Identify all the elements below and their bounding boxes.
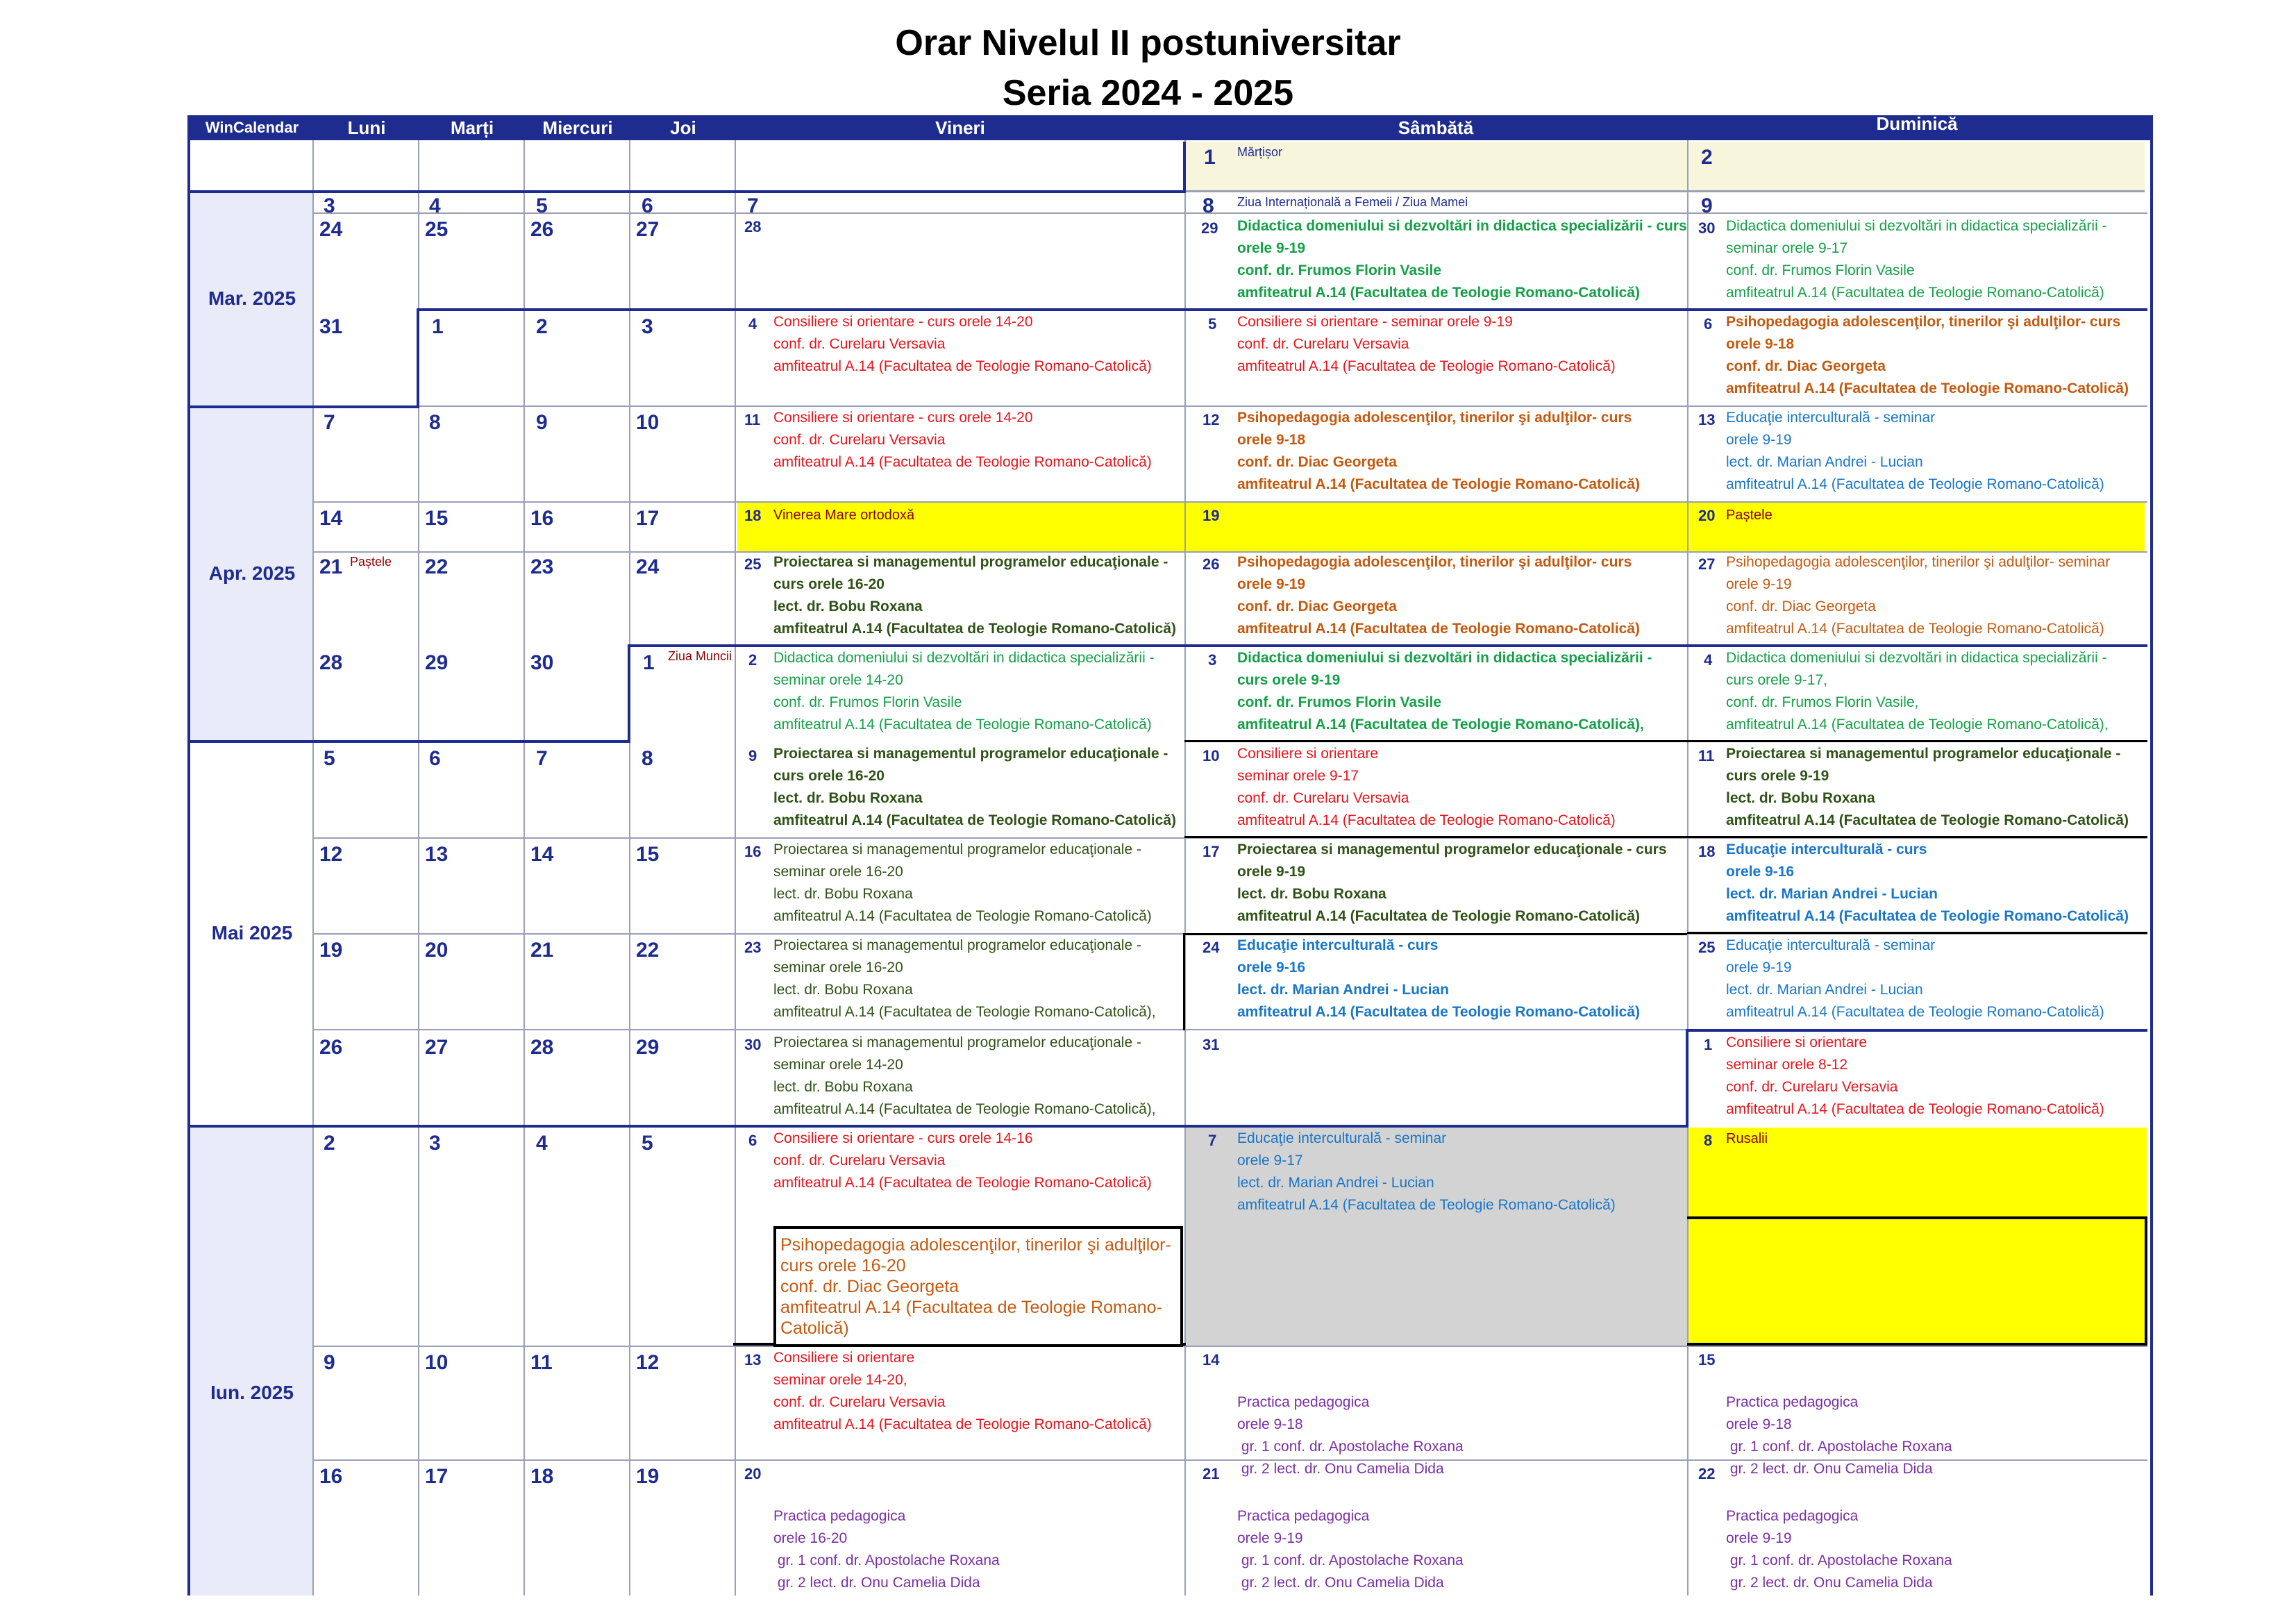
day-number: 16	[319, 1465, 343, 1488]
day-number: 25	[744, 555, 762, 573]
day-number: 16	[530, 507, 554, 530]
day-number: 5	[324, 747, 335, 770]
month-label-iun: Iun. 2025	[210, 1382, 294, 1403]
holiday-label: Ziua Internațională a Femeii / Ziua Mamei	[1237, 195, 1468, 209]
day-number: 6	[1704, 315, 1713, 333]
month-label-mai: Mai 2025	[211, 922, 293, 944]
month-label-apr: Apr. 2025	[208, 562, 296, 584]
day-number: 4	[1704, 651, 1713, 669]
event-apr6: Psihopedagogia adolescenţilor, tinerilor şi adulţilor- curs orele 9-18 conf. dr. Diac Georgeta amfiteatrul A.14 (Facultatea de Teologie Romano-Catolică)	[1726, 314, 2129, 396]
month-bg-iun	[190, 1128, 314, 1596]
day-number: 27	[1698, 555, 1716, 573]
day-number: 30	[1698, 219, 1716, 237]
month-label-mar: Mar. 2025	[208, 287, 296, 309]
header-marti: Marți	[450, 117, 494, 138]
day-number: 11	[744, 411, 761, 428]
day-number: 9	[1701, 194, 1713, 217]
day-number: 30	[744, 1036, 762, 1053]
day-number: 2	[748, 651, 757, 669]
day-number: 12	[1203, 411, 1220, 428]
day-number: 17	[636, 507, 660, 530]
holiday-label: Ziua Muncii	[668, 649, 732, 663]
day-number: 29	[425, 651, 449, 674]
event-apr4: Consiliere si orientare - curs orele 14-20 conf. dr. Curelaru Versavia amfiteatrul A.14 (Facultatea de Teologie Romano-Catolică)	[773, 314, 1152, 374]
event-mai11: Proiectarea si managementul programelor educaţionale - curs orele 9-19 lect. dr. Bobu Roxana amfiteatrul A.14 (Facultatea de Teologie Romano-Catolică)	[1726, 746, 2129, 828]
day-number: 10	[636, 411, 660, 434]
day-number: 6	[642, 194, 653, 217]
day-number: 22	[1698, 1465, 1716, 1482]
event-iun14: Practica pedagogica orele 9-18 gr. 1 conf. dr. Apostolache Roxana gr. 2 lect. dr. Onu Camelia Dida	[1237, 1394, 1464, 1477]
event-mai24: Educaţie interculturală - curs orele 9-16 lect. dr. Marian Andrei - Lucian amfiteatrul A.14 (Facultatea de Teologie Romano-Catolică)	[1237, 937, 1640, 1020]
day-number: 1	[643, 651, 655, 674]
day-number: 29	[636, 1036, 660, 1059]
day-number: 9	[536, 411, 548, 434]
event-mai23: Proiectarea si managementul programelor educaţionale - seminar orele 16-20 lect. dr. Bobu Roxana amfiteatrul A.14 (Facultatea de Teologie Romano-Catolică),	[773, 937, 1156, 1020]
page-subtitle: Seria 2024 - 2025	[1002, 73, 1294, 113]
day-number: 17	[1203, 843, 1220, 860]
day-number: 6	[748, 1132, 757, 1149]
day-number: 23	[744, 939, 762, 956]
day-number: 17	[425, 1465, 449, 1488]
day-number: 23	[530, 555, 554, 578]
day-number: 24	[319, 218, 343, 241]
day-number: 28	[744, 218, 762, 235]
cream-row	[1186, 142, 2145, 192]
day-number: 14	[1203, 1351, 1220, 1368]
day-number: 4	[748, 315, 757, 333]
day-number: 25	[425, 218, 449, 241]
event-mai4: Didactica domeniului si dezvoltări in didactica specializării - curs orele 9-17, conf. dr. Frumos Florin Vasile, amfiteatrul A.14 (Facultatea de Teologie Romano-Catolică),	[1726, 650, 2109, 733]
day-number: 11	[530, 1351, 553, 1374]
day-number: 7	[747, 194, 759, 217]
day-number: 3	[642, 315, 653, 338]
day-number: 14	[319, 507, 343, 530]
day-number: 15	[636, 843, 660, 866]
event-iun20: Practica pedagogica orele 16-20 gr. 1 conf. dr. Apostolache Roxana gr. 2 lect. dr. Onu Camelia Dida	[773, 1508, 1000, 1591]
header-duminica: Duminică	[1876, 113, 1958, 134]
day-number: 19	[636, 1465, 660, 1488]
day-number: 6	[429, 747, 441, 770]
day-number: 8	[1704, 1132, 1713, 1149]
day-number: 19	[319, 939, 343, 962]
day-number: 26	[319, 1036, 343, 1059]
day-number: 27	[425, 1036, 449, 1059]
event-mai25: Educaţie interculturală - seminar orele 9-19 lect. dr. Marian Andrei - Lucian amfiteatrul A.14 (Facultatea de Teologie Romano-Catolică)	[1726, 937, 2104, 1020]
event-mai30: Proiectarea si managementul programelor educaţionale - seminar orele 14-20 lect. dr. Bobu Roxana amfiteatrul A.14 (Facultatea de Teologie Romano-Catolică),	[773, 1035, 1156, 1117]
day-number: 20	[744, 1465, 762, 1482]
day-number: 16	[744, 843, 762, 860]
day-number: 15	[1698, 1351, 1716, 1368]
event-mai17: Proiectarea si managementul programelor educaţionale - curs orele 9-19 lect. dr. Bobu Roxana amfiteatrul A.14 (Facultatea de Teologie Romano-Catolică)	[1237, 842, 1667, 924]
day-number: 29	[1201, 219, 1218, 237]
event-mar30: Didactica domeniului si dezvoltări in didactica specializării - seminar orele 9-17 conf. dr. Frumos Florin Vasile amfiteatrul A.14 (Facultatea de Teologie Romano-Catolică)	[1726, 218, 2107, 301]
event-apr5: Consiliere si orientare - seminar orele 9-19 conf. dr. Curelaru Versavia amfiteatrul A.14 (Facultatea de Teologie Romano-Catolică)	[1237, 314, 1616, 374]
day-number: 22	[425, 555, 449, 578]
header-joi: Joi	[670, 117, 696, 138]
event-apr12: Psihopedagogia adolescenţilor, tinerilor şi adulţilor- curs orele 9-18 conf. dr. Diac Georgeta amfiteatrul A.14 (Facultatea de Teologie Romano-Catolică)	[1237, 410, 1640, 492]
day-number: 13	[1698, 411, 1716, 428]
day-number: 18	[744, 507, 762, 524]
rusalii-yellow	[1689, 1128, 2147, 1346]
day-number: 26	[1203, 555, 1220, 573]
day-number: 12	[636, 1351, 660, 1374]
day-number: 14	[530, 843, 554, 866]
day-number: 7	[536, 747, 548, 770]
page-title: Orar Nivelul II postuniversitar	[895, 23, 1401, 63]
day-number: 28	[530, 1036, 554, 1059]
holiday-label: Mărțișor	[1237, 145, 1283, 159]
day-number: 1	[432, 315, 444, 338]
holiday-label: Rusalii	[1726, 1131, 1768, 1146]
day-number: 12	[319, 843, 343, 866]
day-number: 20	[1698, 507, 1716, 524]
day-number: 5	[1208, 315, 1217, 333]
header-vineri: Vineri	[935, 117, 985, 138]
day-number: 8	[429, 411, 441, 434]
header-luni: Luni	[347, 117, 386, 138]
day-number: 10	[1203, 747, 1220, 764]
event-iun1: Consiliere si orientare seminar orele 8-12 conf. dr. Curelaru Versavia amfiteatrul A.14 (Facultatea de Teologie Romano-Catolică)	[1726, 1035, 2104, 1117]
day-number: 24	[1203, 939, 1220, 956]
day-number: 4	[536, 1132, 548, 1155]
day-number: 1	[1204, 146, 1216, 169]
day-number: 5	[642, 1132, 653, 1155]
brand-label: WinCalendar	[205, 119, 299, 136]
event-iun21: Practica pedagogica orele 9-19 gr. 1 conf. dr. Apostolache Roxana gr. 2 lect. dr. Onu Camelia Dida	[1237, 1508, 1464, 1591]
day-number: 31	[319, 315, 343, 338]
easter-yellow	[737, 503, 2145, 551]
day-number: 27	[636, 218, 660, 241]
day-number: 11	[1698, 747, 1715, 764]
day-number: 31	[1203, 1036, 1220, 1053]
event-mai3: Didactica domeniului si dezvoltări in didactica specializării - curs orele 9-19 conf. dr. Frumos Florin Vasile amfiteatrul A.14 (Facultatea de Teologie Romano-Catolică),	[1237, 650, 1652, 733]
event-iun15: Practica pedagogica orele 9-18 gr. 1 conf. dr. Apostolache Roxana gr. 2 lect. dr. Onu Camelia Dida	[1726, 1394, 1952, 1477]
header-miercuri: Miercuri	[542, 117, 613, 138]
day-number: 2	[1701, 146, 1713, 169]
day-number: 21	[319, 555, 343, 578]
event-mai10: Consiliere si orientare seminar orele 9-17 conf. dr. Curelaru Versavia amfiteatrul A.14 (Facultatea de Teologie Romano-Catolică)	[1237, 746, 1616, 828]
event-apr13: Educaţie interculturală - seminar orele 9-19 lect. dr. Marian Andrei - Lucian amfiteatrul A.14 (Facultatea de Teologie Romano-Catolică)	[1726, 410, 2104, 492]
day-number: 13	[744, 1351, 762, 1368]
event-iun22: Practica pedagogica orele 9-19 gr. 1 conf. dr. Apostolache Roxana gr. 2 lect. dr. Onu Camelia Dida	[1726, 1508, 1952, 1591]
holiday-label: Paștele	[1726, 508, 1773, 523]
event-apr11: Consiliere si orientare - curs orele 14-20 conf. dr. Curelaru Versavia amfiteatrul A.14 (Facultatea de Teologie Romano-Catolică)	[773, 410, 1152, 470]
event-apr27: Psihopedagogia adolescenţilor, tinerilor şi adulţilor- seminar orele 9-19 conf. dr. Diac Georgeta amfiteatrul A.14 (Facultatea de Teologie Romano-Catolică)	[1726, 554, 2111, 637]
day-number: 21	[1203, 1465, 1220, 1482]
day-number: 15	[425, 507, 449, 530]
day-number: 22	[636, 939, 660, 962]
day-number: 3	[1208, 651, 1217, 669]
day-number: 20	[425, 939, 449, 962]
holiday-label: Vinerea Mare ortodoxă	[773, 508, 915, 523]
day-number: 18	[1698, 843, 1716, 860]
header-sambata: Sâmbătă	[1398, 117, 1474, 138]
day-number: 9	[324, 1351, 335, 1374]
event-iun13: Consiliere si orientare seminar orele 14-20, conf. dr. Curelaru Versavia amfiteatrul A.14 (Facultatea de Teologie Romano-Catolică)	[773, 1350, 1152, 1432]
day-number: 13	[425, 843, 449, 866]
day-number: 28	[319, 651, 343, 674]
event-iun7: Educaţie interculturală - seminar orele 9-17 lect. dr. Marian Andrei - Lucian amfiteatrul A.14 (Facultatea de Teologie Romano-Catolică)	[1237, 1130, 1616, 1213]
event-apr25: Proiectarea si managementul programelor educaţionale - curs orele 16-20 lect. dr. Bobu Roxana amfiteatrul A.14 (Facultatea de Teologie Romano-Catolică)	[773, 554, 1176, 637]
event-iun6-second: Psihopedagogia adolescenţilor, tinerilor şi adulţilor- curs orele 16-20 conf. dr. Diac Georgeta amfiteatrul A.14 (Facultatea de Teologie Romano- Catolică)	[773, 1226, 1183, 1347]
day-number: 4	[429, 194, 441, 217]
day-number: 2	[536, 315, 548, 338]
day-number: 30	[530, 651, 554, 674]
day-number: 1	[1704, 1036, 1713, 1053]
day-number: 19	[1203, 507, 1220, 524]
event-mai18: Educaţie interculturală - curs orele 9-16 lect. dr. Marian Andrei - Lucian amfiteatrul A.14 (Facultatea de Teologie Romano-Catolică)	[1726, 842, 2129, 924]
event-iun6: Consiliere si orientare - curs orele 14-16 conf. dr. Curelaru Versavia amfiteatrul A.14 (Facultatea de Teologie Romano-Catolică)	[773, 1130, 1152, 1191]
day-number: 7	[324, 411, 335, 434]
day-number: 2	[324, 1132, 335, 1155]
day-number: 3	[429, 1132, 441, 1155]
event-apr26: Psihopedagogia adolescenţilor, tinerilor şi adulţilor- curs orele 9-19 conf. dr. Diac Georgeta amfiteatrul A.14 (Facultatea de Teologie Romano-Catolică)	[1237, 554, 1640, 637]
day-number: 8	[1203, 194, 1214, 217]
day-number: 7	[1208, 1132, 1217, 1149]
day-number: 21	[530, 939, 554, 962]
day-number: 9	[748, 747, 757, 764]
day-number: 18	[530, 1465, 554, 1488]
day-number: 8	[642, 747, 653, 770]
event-mai2: Didactica domeniului si dezvoltări in didactica specializării - seminar orele 14-20 conf. dr. Frumos Florin Vasile amfiteatrul A.14 (Facultatea de Teologie Romano-Catolică)	[773, 650, 1155, 733]
holiday-label: Paștele	[350, 555, 392, 569]
day-number: 25	[1698, 939, 1716, 956]
event-mai16: Proiectarea si managementul programelor educaţionale - seminar orele 16-20 lect. dr. Bobu Roxana amfiteatrul A.14 (Facultatea de Teologie Romano-Catolică)	[773, 842, 1152, 924]
day-number: 5	[536, 194, 548, 217]
day-number: 26	[530, 218, 554, 241]
day-number: 24	[636, 555, 660, 578]
event-mar29: Didactica domeniului si dezvoltări in didactica specializării - curs orele 9-19 conf. dr. Frumos Florin Vasile amfiteatrul A.14 (Facultatea de Teologie Romano-Catolică)	[1237, 218, 1687, 301]
day-number: 3	[324, 194, 335, 217]
day-number: 10	[425, 1351, 449, 1374]
event-mai9: Proiectarea si managementul programelor educaţionale - curs orele 16-20 lect. dr. Bobu Roxana amfiteatrul A.14 (Facultatea de Teologie Romano-Catolică)	[773, 746, 1176, 828]
